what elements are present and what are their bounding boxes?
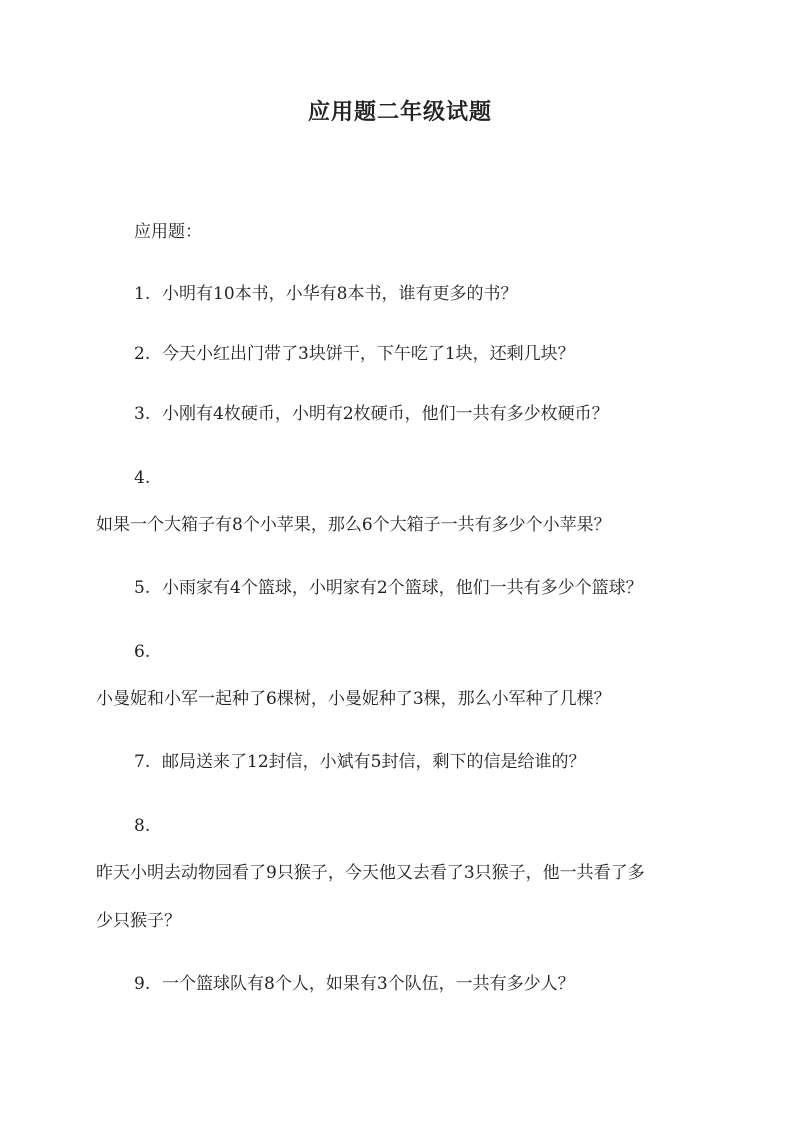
question-3 — [134, 400, 609, 428]
question-text: 一个篮球队有8个人，如果有3个队伍，一共有多少人？ — [162, 974, 575, 994]
section-label: 应用题： — [134, 222, 202, 242]
question-number: 1. — [134, 284, 151, 304]
question-4-number: 4. — [134, 468, 151, 488]
question-1 — [134, 280, 517, 308]
question-text: 小明有10本书，小华有8本书，谁有更多的书？ — [162, 284, 518, 304]
question-6-text: 小曼妮和小军一起种了6棵树，小曼妮种了3棵，那么小军种了几棵？ — [96, 689, 611, 709]
question-4-text: 如果一个大箱子有8个小苹果，那么6个大箱子一共有多少个小苹果？ — [96, 515, 611, 535]
question-number: 7. — [134, 752, 151, 772]
question-text: 今天小红出门带了3块饼干，下午吃了1块，还剩几块？ — [162, 344, 575, 364]
question-9 — [134, 970, 575, 998]
question-text: 小刚有4枚硬币，小明有2枚硬币，他们一共有多少枚硬币？ — [162, 404, 609, 424]
question-8-text-line1: 昨天小明去动物园看了9只猴子，今天他又去看了3只猴子，他一共看了多 — [96, 863, 645, 883]
question-number: 9. — [134, 974, 151, 994]
question-number: 2. — [134, 344, 151, 364]
question-text: 邮局送来了12封信，小斌有5封信，剩下的信是给谁的？ — [162, 752, 586, 772]
question-6-number: 6. — [134, 642, 151, 662]
page-title: 应用题二年级试题 — [307, 99, 492, 125]
question-number: 3. — [134, 404, 151, 424]
question-text: 小雨家有4个篮球，小明家有2个篮球，他们一共有多少个篮球？ — [162, 578, 643, 598]
question-8-text-line2: 少只猴子？ — [96, 911, 181, 931]
question-8-number: 8. — [134, 816, 151, 836]
question-7 — [134, 748, 585, 776]
question-number: 5. — [134, 578, 151, 598]
question-5 — [134, 574, 643, 602]
question-2 — [134, 340, 575, 368]
